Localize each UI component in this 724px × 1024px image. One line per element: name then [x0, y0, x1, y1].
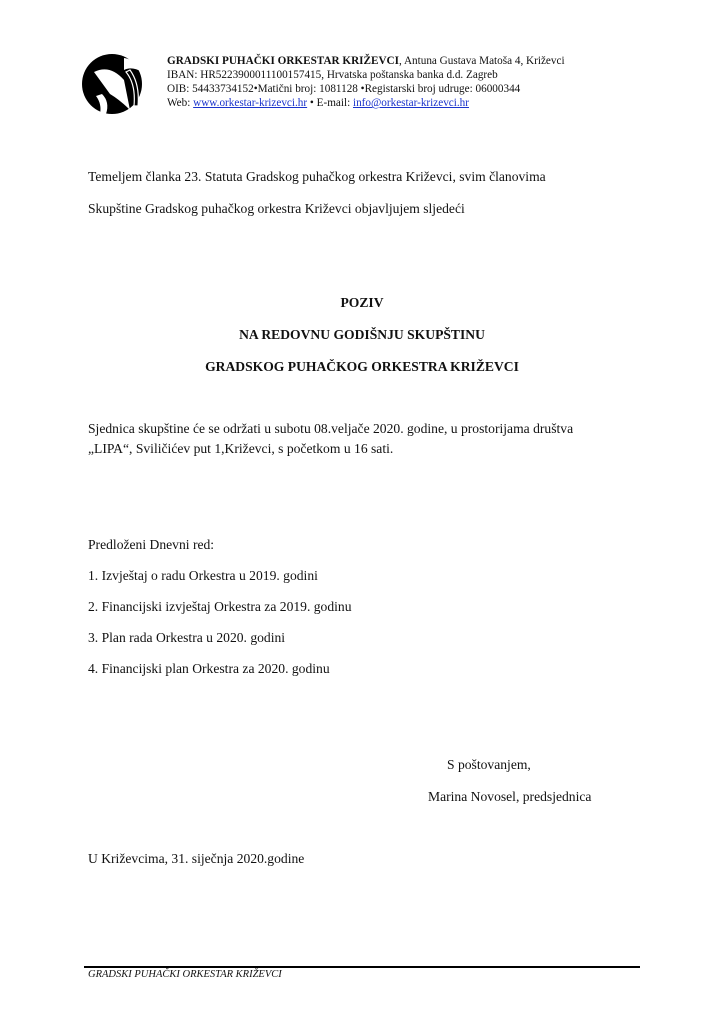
letterhead-contacts — [167, 97, 469, 110]
agenda-item: 4. Financijski plan Orkestra za 2020. godinu — [88, 661, 330, 676]
signature-name: Marina Novosel, predsjednica — [428, 789, 592, 804]
agenda-heading: Predloženi Dnevni red: — [88, 537, 215, 552]
agenda-item: 2. Financijski izvještaj Orkestra za 2019. godinu — [88, 599, 352, 614]
org-address: , Antuna Gustava Matoša 4, Križevci — [398, 55, 565, 67]
org-name: GRADSKI PUHAČKI ORKESTAR KRIŽEVCI — [167, 55, 399, 67]
title-poziv: POZIV — [340, 295, 384, 310]
agenda-item: 3. Plan rada Orkestra u 2020. godini — [88, 630, 286, 645]
title-line-2: NA REDOVNU GODIŠNJU SKUPŠTINU — [239, 327, 485, 342]
letterhead-oib: OIB: 54433734152•Matični broj: 1081128 •Registarski broj udruge: 06000344 — [167, 83, 521, 95]
signature-greeting: S poštovanjem, — [447, 757, 531, 772]
email-label: • E-mail: — [307, 97, 353, 109]
orchestra-logo-icon — [80, 50, 148, 118]
email-link[interactable]: info@orkestar-krizevci.hr — [352, 97, 469, 109]
letterhead-line-1 — [167, 55, 565, 68]
date-place: U Križevcima, 31. siječnja 2020.godine — [88, 851, 305, 866]
title-line-3: GRADSKOG PUHAČKOG ORKESTRA KRIŽEVCI — [205, 359, 519, 374]
session-line-1: Sjednica skupštine će se održati u subotu 08.veljače 2020. godine, u prostorijama društva — [88, 421, 574, 436]
intro-line-1: Temeljem članka 23. Statuta Gradskog puhačkog orkestra Križevci, svim članovima — [88, 169, 546, 184]
session-line-2: „LIPA“, Sviličićev put 1,Križevci, s početkom u 16 sati. — [88, 441, 394, 456]
web-label: Web: — [167, 97, 194, 109]
agenda-item: 1. Izvještaj o radu Orkestra u 2019. godini — [88, 568, 318, 583]
intro-line-2: Skupštine Gradskog puhačkog orkestra Križevci objavljujem sljedeći — [88, 201, 465, 216]
web-link[interactable]: www.orkestar-krizevci.hr — [193, 97, 308, 109]
letterhead-iban: IBAN: HR5223900011100157415, Hrvatska poštanska banka d.d. Zagreb — [167, 69, 498, 81]
footer-divider — [84, 966, 640, 968]
footer-org-name: GRADSKI PUHAČKI ORKESTAR KRIŽEVCI — [88, 969, 282, 980]
